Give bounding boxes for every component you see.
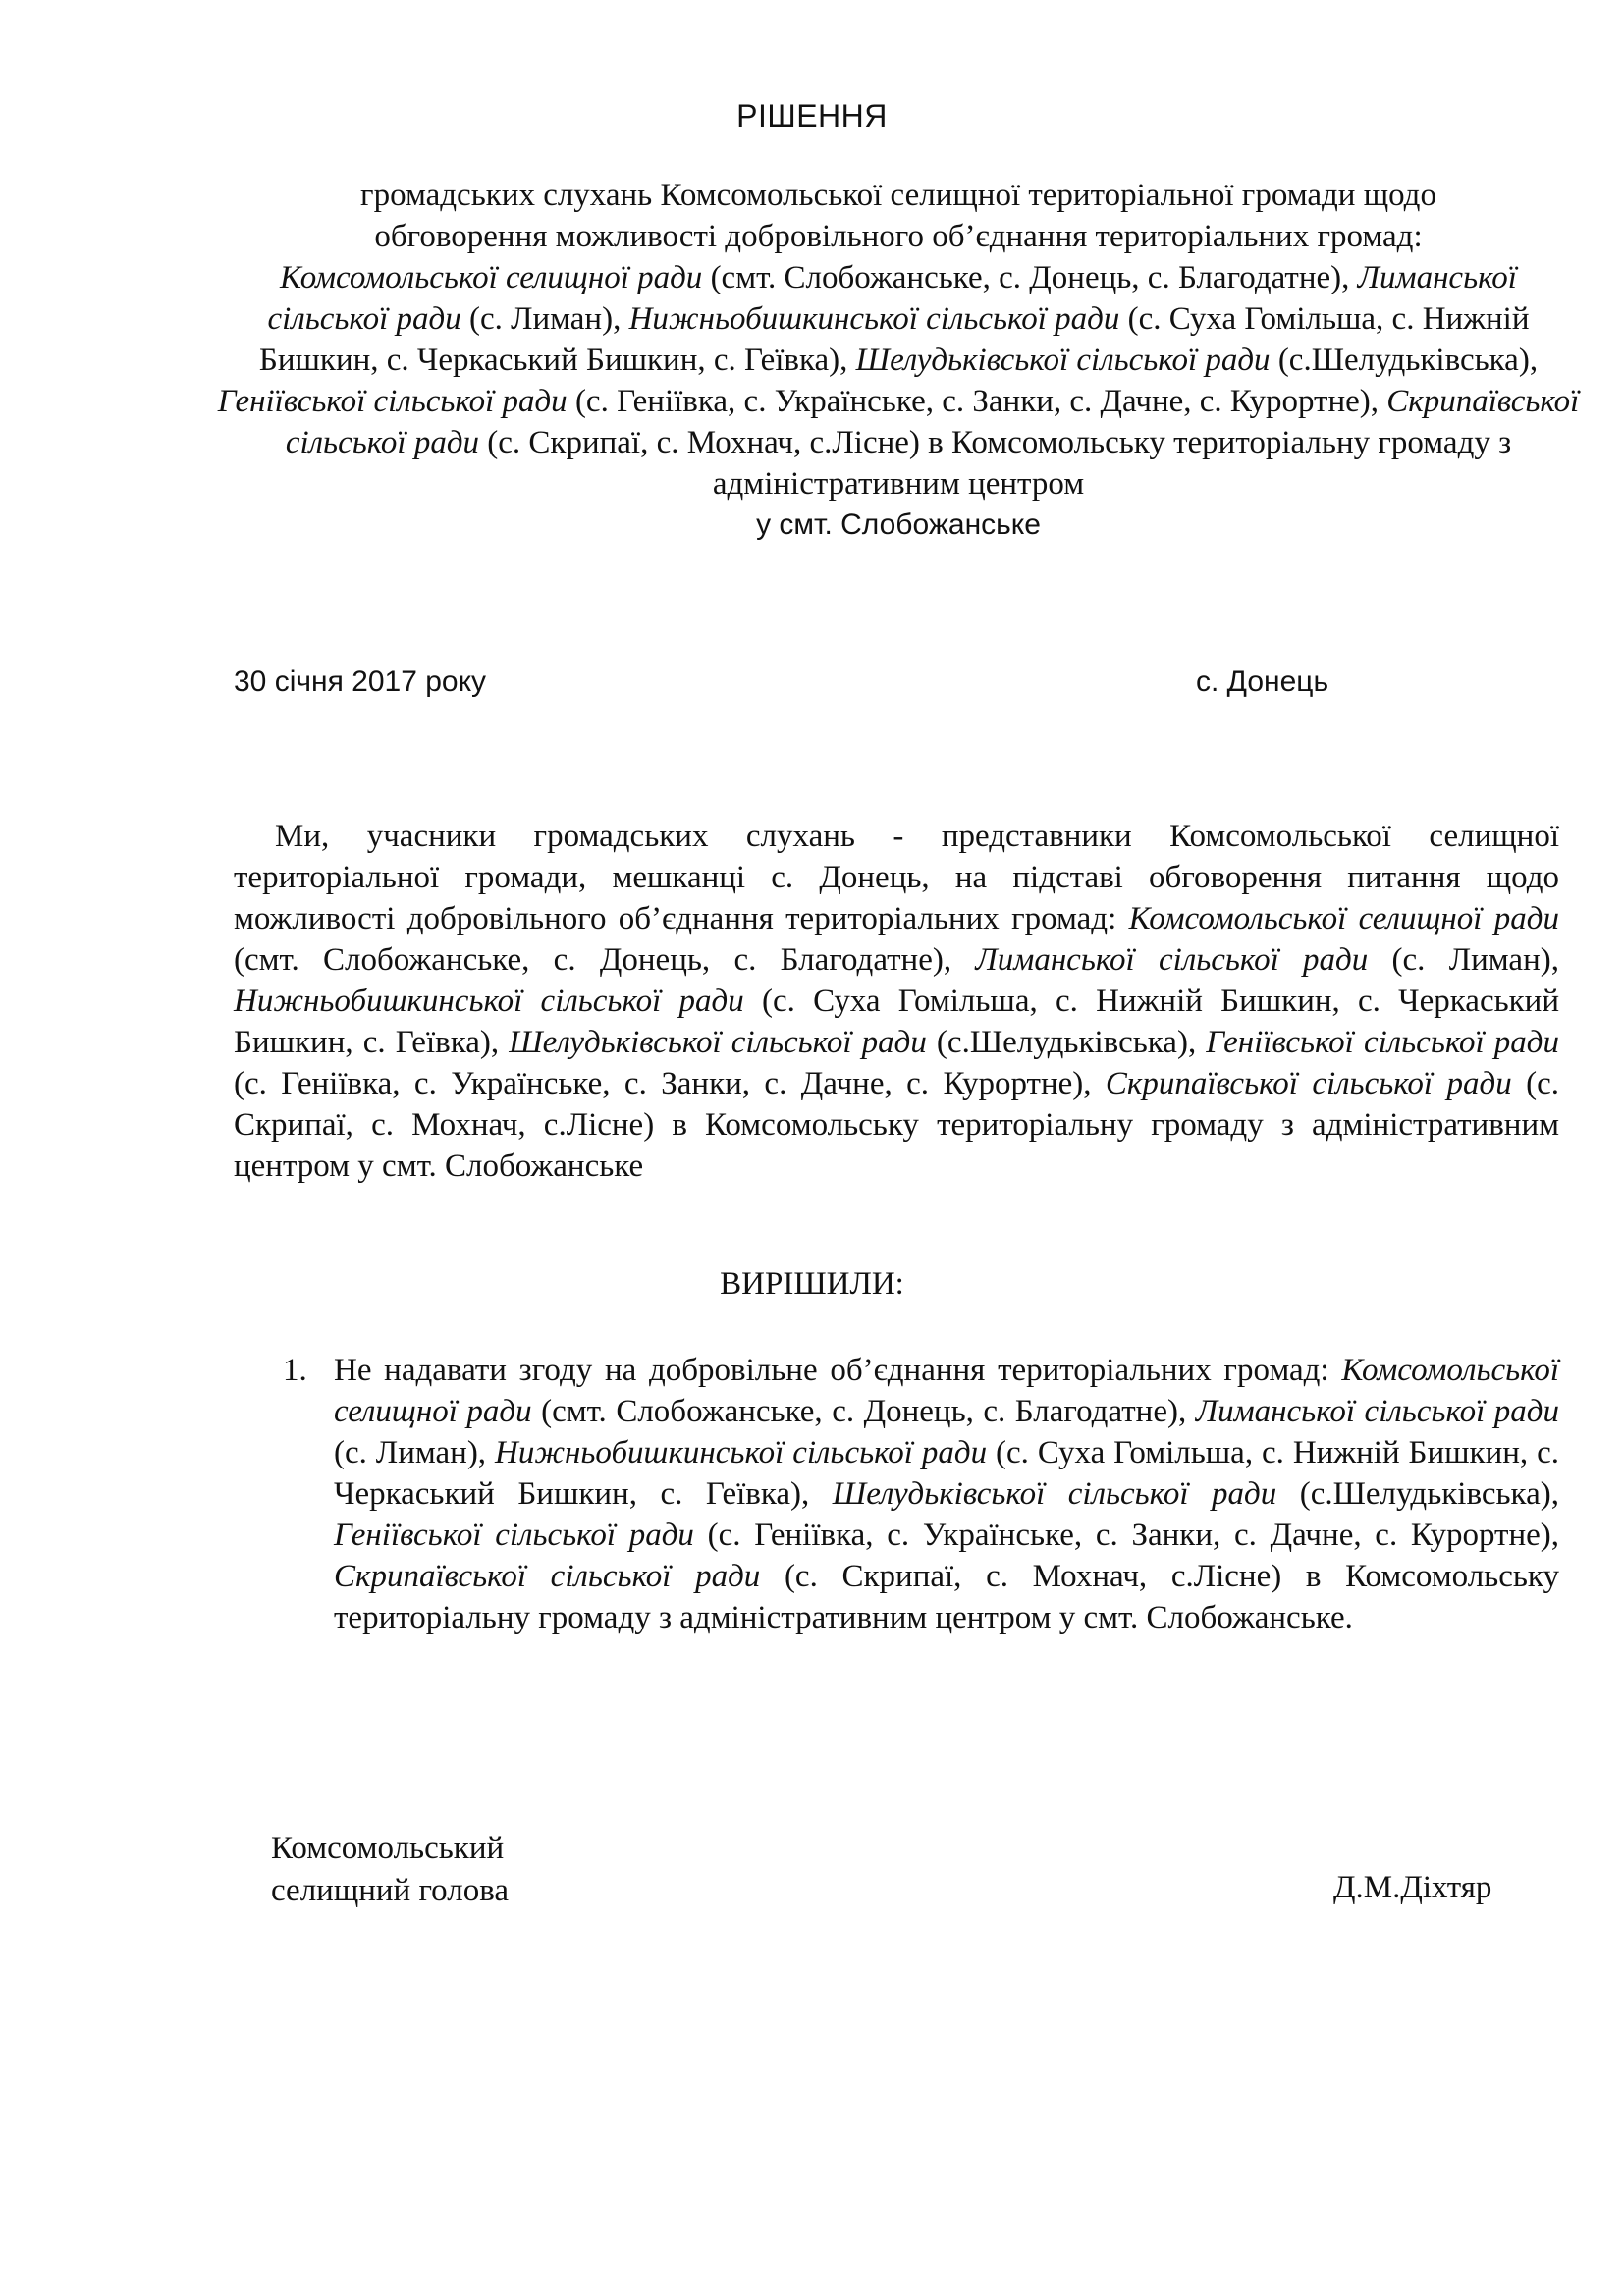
- subject-line-2: обговорення можливості добровільного об’єднання територіальних громад:: [374, 219, 1423, 254]
- council-name: Нижньобишкинської сільської ради: [494, 1435, 988, 1470]
- signatory-title-line-2: селищний голова: [271, 1873, 510, 1908]
- council-name: Нижньобишкинської сільської ради: [628, 301, 1120, 337]
- council-name: Лиманської сільської ради: [1195, 1394, 1559, 1429]
- signatory-name: Д.М.Діхтяр: [1333, 1870, 1492, 1905]
- signatory-title-line-1: Комсомольський: [271, 1831, 505, 1866]
- council-name: Лиманської сільської ради: [975, 942, 1369, 978]
- resolved-heading: ВИРІШИЛИ:: [720, 1266, 904, 1302]
- body-paragraph: Ми, учасники громадських слухань - представники Комсомольської селищної територіальної громади, мешканці с. Донець, на підставі обговорення питання щодо можливості добровільного об’єднання територіальних громад: Комсомольської селищної ради (смт. Слобожанське, с. Донець, с. Благодатне), Лиманської сільської ради (с. Лиман), Нижньобишкинської сільської ради (с. Суха Гомільша, с. Нижній Бишкин, с. Черкаський Бишкин, с. Геївка), Шелудьківської сільської ради (с.Шелудьківська), Геніївської сільської ради (с. Геніївка, с. Українське, с. Занки, с. Дачне, с. Курортне), Скрипаївської сільської ради (с. Скрипаї, с. Мохнач, с.Лісне) в Комсомольську територіальну громаду з адміністративним центром у смт. Слобожанське: [234, 819, 1560, 1184]
- decision-text: Не надавати згоду на добровільне об’єднання територіальних громад: Комсомольської селищної ради (смт. Слобожанське, с. Донець, с. Благодатне), Лиманської сільської ради (с. Лиман), Нижньобишкинської сільської ради (с. Суха Гомільша, с. Нижній Бишкин, с. Черкаський Бишкин, с. Геївка), Шелудьківської сільської ради (с.Шелудьківська), Геніївської сільської ради (с. Геніївка, с. Українське, с. Занки, с. Дачне, с. Курортне), Скрипаївської сільської ради (с. Скрипаї, с. Мохнач, с.Лісне) в Комсомольську територіальну громаду з адміністративним центром у смт. Слобожанське.: [334, 1353, 1559, 1635]
- council-name: Шелудьківської сільської ради: [832, 1476, 1277, 1512]
- council-name: Скрипаївської сільської ради: [285, 384, 1580, 460]
- document-subject: [216, 175, 1581, 546]
- council-name: Геніївської сільської ради: [1206, 1025, 1559, 1060]
- decision-item: [283, 1350, 1559, 1638]
- council-name: Комсомольської селищної ради: [1128, 901, 1559, 936]
- subject-tail: у смт. Слобожанське: [756, 508, 1041, 541]
- council-name: Комсомольської селищної ради: [334, 1353, 1559, 1429]
- council-name: Шелудьківської сільської ради: [509, 1025, 927, 1060]
- subject-line-1: громадських слухань Комсомольської селищної територіальної громади щодо: [360, 178, 1436, 213]
- decision-number: 1.: [283, 1353, 307, 1388]
- council-name: Комсомольської селищної ради: [280, 260, 703, 295]
- council-name: Лиманської сільської ради: [267, 260, 1517, 337]
- document-title: РІШЕННЯ: [736, 98, 888, 133]
- signatory-title: [271, 1828, 509, 1912]
- subject-council-list: Комсомольської селищної ради (смт. Слобожанське, с. Донець, с. Благодатне), Лиманської сільської ради (с. Лиман), Нижньобишкинської сільської ради (с. Суха Гомільша, с. Нижній Бишкин, с. Черкаський Бишкин, с. Геївка), Шелудьківської сільської ради (с.Шелудьківська), Геніївської сільської ради (с. Геніївка, с. Українське, с. Занки, с. Дачне, с. Курортне), Скрипаївської сільської ради (с. Скрипаї, с. Мохнач, с.Лісне) в Комсомольську територіальну громаду з адміністративним центром: [217, 260, 1580, 502]
- council-name: Шелудьківської сільської ради: [855, 343, 1271, 378]
- council-name: Нижньобишкинської сільської ради: [234, 984, 744, 1019]
- document-place: с. Донець: [1196, 666, 1329, 698]
- council-name: Скрипаївської сільської ради: [334, 1559, 761, 1594]
- council-name: Геніївської сільської ради: [217, 384, 568, 419]
- council-name: Геніївської сільської ради: [334, 1518, 694, 1553]
- document-date: 30 січня 2017 року: [234, 666, 487, 698]
- council-name: Скрипаївської сільської ради: [1105, 1066, 1512, 1101]
